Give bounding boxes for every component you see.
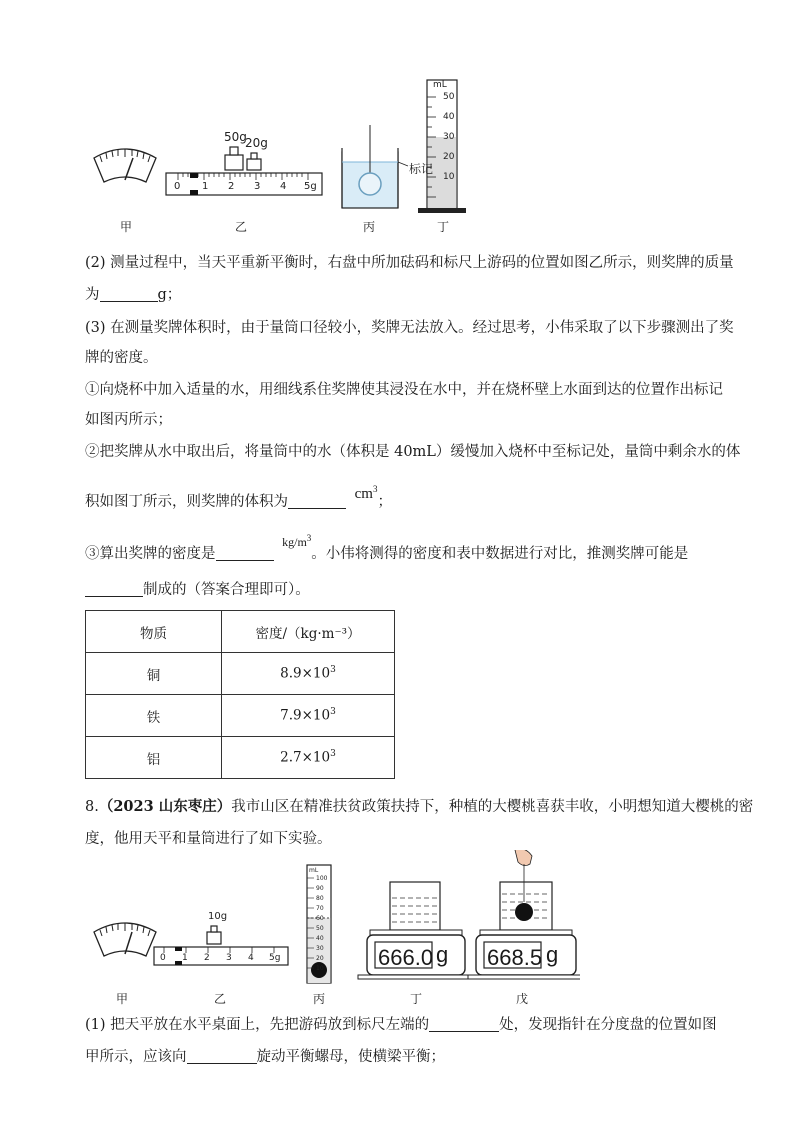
ruler-tick-label: 4 [280, 181, 287, 192]
step2-suffix: ； [377, 494, 392, 510]
cylinder2-tick: 20 [316, 955, 324, 962]
q2-line2 [85, 285, 181, 305]
figure-label-ding: 丁 [437, 220, 450, 234]
volume-unit: $cm^3$ [354, 484, 378, 502]
table-cell-name: 铁 [86, 695, 222, 737]
table-header-substance: 物质 [86, 611, 222, 653]
q2-suffix: g； [157, 287, 182, 303]
q3-step2-line1: ②把奖牌从水中取出后，将量筒中的水（体积是 40mL）缓慢加入烧杯中至标记处，量筒中剩余水的体 [85, 444, 741, 460]
figure-1 [80, 70, 480, 240]
q2-prefix: 为 [85, 287, 100, 303]
q8-1-line2-suffix: 旋动平衡螺母，使横梁平衡； [256, 1049, 445, 1065]
step2-prefix: 积如图丁所示，则奖牌的体积为 [85, 494, 288, 510]
cylinder2-tick: 80 [316, 895, 324, 902]
ruler-tick-label: 1 [202, 181, 209, 192]
material-answer-blank[interactable] [85, 582, 143, 597]
q8-source: （2023 山东枣庄） [98, 798, 232, 815]
ruler-tick-label: 2 [204, 953, 210, 963]
direction-blank[interactable] [187, 1049, 257, 1064]
q3-step3-line1 [85, 533, 689, 564]
cylinder2-tick: 10 [316, 965, 324, 972]
graduated-cylinder [418, 80, 466, 213]
q8-1-prefix: (1) 把天平放在水平桌面上，先把游码放到标尺左端的 [85, 1017, 430, 1033]
figure2-label-bing: 丙 [313, 992, 326, 1006]
cylinder-tick-label: 10 [443, 172, 455, 182]
table-header-density: 密度/（kg·m⁻³） [222, 611, 395, 653]
volume-answer-blank[interactable] [288, 494, 346, 509]
q8-line1 [85, 797, 753, 817]
table-cell-density: $2.7\times 10^3$ [222, 737, 395, 779]
table-row [86, 737, 395, 779]
q8-1-line1 [85, 1015, 717, 1035]
q8-1-line2-prefix: 甲所示，应该向 [85, 1049, 187, 1065]
ruler-with-weights [166, 147, 322, 195]
cylinder2-tick: 50 [316, 925, 324, 932]
cylinder2-tick: 70 [316, 905, 324, 912]
figure2-label-jia: 甲 [116, 992, 129, 1006]
ruler-tick-label: 3 [226, 953, 232, 963]
step3-prefix: ③算出奖牌的密度是 [85, 546, 216, 562]
figure-label-bing: 丙 [363, 220, 376, 234]
density-table [85, 610, 395, 779]
q8-1-line2 [85, 1047, 445, 1067]
q3-line2: 牌的密度。 [85, 350, 158, 366]
ruler-tick-label: 0 [160, 953, 166, 963]
ruler-tick-label: 4 [248, 953, 254, 963]
ruler-tick-label: 1 [182, 953, 188, 963]
q2-line1: (2) 测量过程中，当天平重新平衡时，右盘中所加砝码和标尺上游码的位置如图乙所示，则奖牌的质量 [85, 255, 734, 271]
q3-step2-line2 [85, 484, 392, 512]
ruler-tick-label: 2 [228, 181, 235, 192]
cylinder2-tick: 90 [316, 885, 324, 892]
figure-label-yi: 乙 [235, 220, 248, 234]
table-cell-name: 铝 [86, 737, 222, 779]
scale-2-reading: 668.5 [487, 945, 543, 970]
cylinder2-tick: 60 [316, 915, 324, 922]
cylinder2-tick: 40 [316, 935, 324, 942]
density-answer-blank[interactable] [216, 546, 274, 561]
weight-50g-label: 50g [224, 130, 247, 144]
step3-line2-suffix: 制成的（答案合理即可）。 [143, 582, 310, 598]
q8-text: 我市山区在精准扶贫政策扶持下，种植的大樱桃喜获丰收，小明想知道大樱桃的密 [231, 799, 754, 815]
cylinder2-tick: 30 [316, 945, 324, 952]
cylinder-tick-label: 40 [443, 112, 455, 122]
density-unit: kg/m3 [282, 533, 312, 549]
hand-icon [515, 850, 532, 866]
q3-step1-line2: 如图丙所示； [85, 412, 172, 428]
figure2-label-wu: 戊 [516, 992, 529, 1006]
table-cell-density: $8.9\times 10^3$ [222, 653, 395, 695]
ruler-tick-label: 3 [254, 181, 261, 192]
table-row [86, 653, 395, 695]
cylinder-tick-label: 50 [443, 92, 455, 102]
beaker-with-medal [342, 125, 408, 208]
table-cell-density: $7.9\times 10^3$ [222, 695, 395, 737]
scale-1-reading: 666.0 [378, 945, 434, 970]
balance-dial-icon [94, 149, 156, 182]
table-cell-name: 铜 [86, 653, 222, 695]
weight-10g-label: 10g [208, 911, 228, 922]
figure-label-jia: 甲 [120, 220, 133, 234]
mark-label: 标记 [409, 162, 434, 176]
q3-step1-line1: ①向烧杯中加入适量的水，用细线系住奖牌使其浸没在水中，并在烧杯壁上水面到达的位置作出标记 [85, 382, 723, 398]
zero-position-blank[interactable] [429, 1017, 499, 1032]
mass-answer-blank[interactable] [100, 287, 158, 302]
q8-number: 8. [85, 799, 99, 815]
weight-20g-label: 20g [245, 136, 268, 150]
table-row [86, 695, 395, 737]
cylinder-tick-label: 30 [443, 132, 455, 142]
ruler-tick-label: 5g [304, 181, 317, 192]
cylinder-unit: mL [433, 80, 447, 90]
figure2-label-ding: 丁 [410, 992, 423, 1006]
figure2-label-yi: 乙 [214, 992, 227, 1006]
step3-suffix: 。小伟将测得的密度和表中数据进行对比，推测奖牌可能是 [311, 546, 689, 562]
table-header-row [86, 611, 395, 653]
cylinder2-unit: mL [309, 867, 319, 874]
q8-1-suffix: 处，发现指针在分度盘的位置如图 [499, 1017, 717, 1033]
cylinder-tick-label: 20 [443, 152, 455, 162]
ruler-with-weight [154, 926, 288, 965]
ruler-tick-label: 5g [269, 953, 281, 963]
q3-line1: (3) 在测量奖牌体积时，由于量筒口径较小，奖牌无法放入。经过思考，小伟采取了以下步骤测出了奖 [85, 320, 734, 336]
scale-2-unit: g [546, 942, 559, 967]
cylinder2-tick: 100 [316, 875, 328, 882]
q8-line2: 度，他用天平和量筒进行了如下实验。 [85, 831, 332, 847]
q3-step3-line2 [85, 580, 310, 600]
ruler-tick-label: 0 [174, 181, 181, 192]
scale-1-unit: g [436, 942, 449, 967]
balance-dial-icon [94, 923, 156, 956]
